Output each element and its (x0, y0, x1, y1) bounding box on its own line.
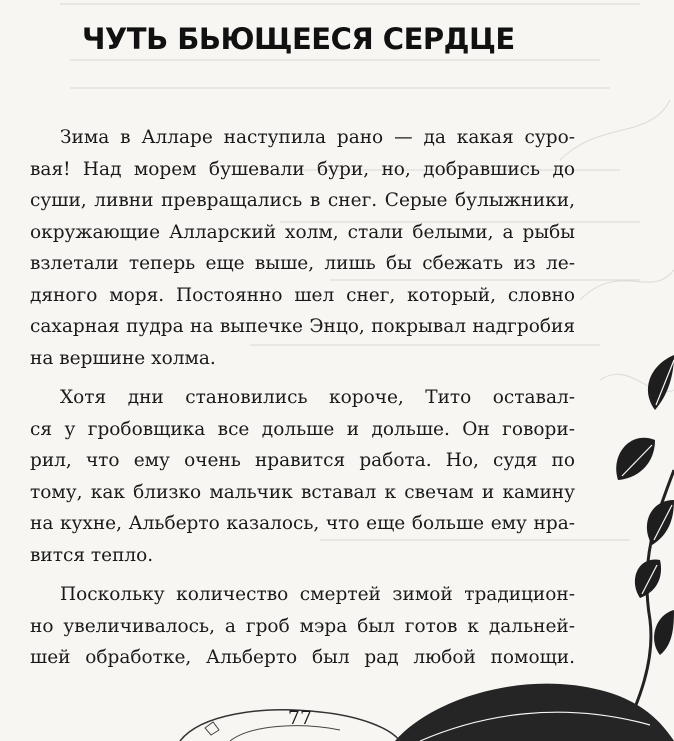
paragraph-2 (30, 382, 575, 571)
text-line: окружающие Алларский холм, стали белыми, а рыбы (30, 221, 575, 243)
text-line: сахарная пудра на выпечке Энцо, покрывал надгробия (30, 316, 575, 337)
text-line: на кухне, Альберто казалось, что еще больше ему нра- (30, 513, 575, 534)
text-line: вится тепло. (30, 544, 154, 566)
text-line: Поскольку количество смертей зимой традицион- (60, 584, 575, 605)
text-line: вая! Над морем бушевали бури, но, добравшись до (30, 158, 575, 180)
text-line: Зима в Алларе наступила рано — да какая суро- (60, 127, 575, 148)
chapter-title: ЧУТЬ БЬЮЩЕЕСЯ СЕРДЦЕ (82, 22, 515, 56)
text-line: на вершине холма. (30, 347, 216, 369)
text-line: рил, что ему очень нравится работа. Но, судя по (30, 450, 575, 471)
paragraph-3 (30, 579, 575, 674)
paragraph-1 (30, 122, 575, 374)
body-text (30, 122, 575, 682)
text-line: шей обработке, Альберто был рад любой помощи. (30, 647, 575, 668)
text-line: взлетали теперь еще выше, лишь бы сбежать из ле- (30, 253, 575, 274)
text-line: суши, ливни превращались в снег. Серые булыжники, (30, 190, 575, 211)
text-line: ся у гробовщика все дольше и дольше. Он говори- (30, 418, 575, 440)
text-line: дяного моря. Постоянно шел снег, который, словно (30, 284, 575, 306)
page-number: 77 (287, 707, 313, 729)
text-line: Хотя дни становились короче, Тито оставал- (60, 387, 575, 408)
text-line: но увеличивалось, а гроб мэра был готов к дальней- (30, 615, 575, 637)
text-line: тому, как близко мальчик вставал к свечам и камину (30, 481, 575, 503)
